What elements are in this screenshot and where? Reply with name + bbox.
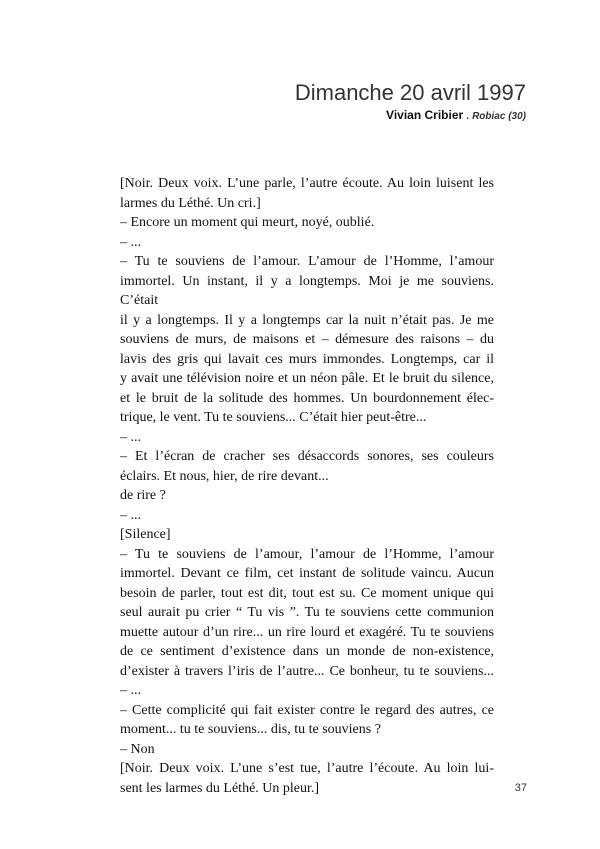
text-line: besoin de parler, tout est dit, tout est su. Ce moment unique qui <box>120 585 494 601</box>
text-line: éclairs. Et nous, hier, de rire devant... <box>120 468 329 484</box>
text-line: – Non <box>120 741 155 757</box>
text-line: – Tu te souviens de l’amour. L’amour de l’Homme, l’amour <box>120 254 494 269</box>
text-line: souviens de murs, de maisons et – démesure des raisons – du <box>120 332 494 347</box>
text-line: sent les larmes du Léthé. Un pleur.] <box>120 780 320 796</box>
page-header <box>295 80 526 125</box>
byline <box>295 107 526 125</box>
author-location: . Robiac (30) <box>466 111 526 122</box>
text-line: [Silence] <box>120 527 171 542</box>
text-line: – ... <box>120 234 141 250</box>
text-line: – Encore un moment qui meurt, noyé, oublié. <box>120 215 375 230</box>
text-line: – ... <box>120 429 141 445</box>
text-line: moment... tu te souviens... dis, tu te souviens ? <box>120 722 381 737</box>
text-line: [Noir. Deux voix. L’une s’est tue, l’autre l’écoute. Au loin lui- <box>120 761 494 776</box>
text-line: de ce sentiment d’existence dans un monde de non-existence, <box>120 644 494 659</box>
text-line: lavis des gris qui lavait ces murs immondes. Longtemps, car il <box>120 351 494 367</box>
text-line: d’exister à travers l’iris de l’autre... Ce bonheur, tu te souviens... <box>120 663 494 679</box>
text-line: il y a longtemps. Il y a longtemps car la nuit n’était pas. Je me <box>120 312 494 328</box>
text-line: – ... <box>120 683 141 698</box>
text-line: larmes du Léthé. Un cri.] <box>120 195 261 211</box>
text-line: – ... <box>120 507 141 523</box>
text-line: – Cette complicité qui fait exister contre le regard des autres, ce <box>120 702 494 718</box>
text-line: trique, le vent. Tu te souviens... C’était hier peut-être... <box>120 410 427 425</box>
text-line: [Noir. Deux voix. L’une parle, l’autre écoute. Au loin luisent les <box>120 176 494 191</box>
text-line: immortel. Un instant, il y a longtemps. Moi je me souviens. C’était <box>120 273 494 308</box>
entry-date: Dimanche 20 avril 1997 <box>294 80 526 105</box>
text-line: muette autour d’un rire... un rire lourd et exagéré. Tu te souviens <box>120 624 494 640</box>
text-line: y avait une télévision noire et un néon pâle. Et le bruit du silence, <box>120 371 494 386</box>
text-line: seul aurait pu crier “ Tu vis ”. Tu te souviens cette communion <box>120 605 494 620</box>
body-text <box>120 174 494 798</box>
text-line: – Et l’écran de cracher ses désaccords sonores, ses couleurs <box>120 449 494 464</box>
text-line: immortel. Devant ce film, cet instant de solitude vaincu. Aucun <box>120 566 494 581</box>
text-line: et le bruit de la solitude des hommes. Un bourdonnement élec- <box>120 390 494 406</box>
text-line: de rire ? <box>120 488 166 503</box>
text-line: – Tu te souviens de l’amour, l’amour de l’Homme, l’amour <box>120 546 494 562</box>
author-name: Vivian Cribier <box>386 108 464 122</box>
page-number: 37 <box>514 782 527 794</box>
